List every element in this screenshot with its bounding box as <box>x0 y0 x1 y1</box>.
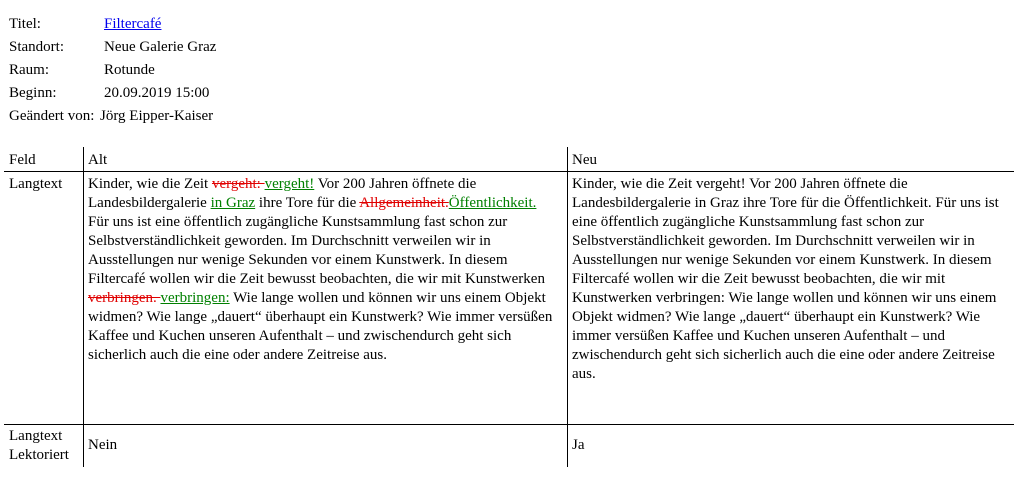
unchanged-text: Vor 200 Jahren öffnete die Landesbildergalerie <box>88 176 477 211</box>
field-line-1: Langtext <box>9 428 63 444</box>
alt-lektoriert-value: Nein <box>88 437 118 453</box>
geaendert-label: Geändert von: <box>9 108 95 124</box>
unchanged-text: Wie lange wollen und können wir uns einem Objekt widmen? Wie lange „dauert“ überhaupt ein Kunstwerk? Wie immer versüßen Kaffee und Kuchen unseren Aufenthalt – und zwischendurch geht sich sicherlich auch die eine oder andere Zeitreise aus. <box>88 290 553 363</box>
meta-row-beginn <box>9 82 509 105</box>
deleted-text: Allgemeinheit. <box>359 195 449 211</box>
inserted-text: verbringen: <box>160 290 230 306</box>
header-row-divider <box>4 171 1014 172</box>
column-divider-alt-neu <box>567 147 568 467</box>
header-alt: Alt <box>88 152 108 168</box>
unchanged-text: ihre Tore für die <box>255 195 360 211</box>
meta-row-titel <box>9 13 509 36</box>
meta-row-geaendert <box>9 105 509 128</box>
raum-label: Raum: <box>9 62 49 78</box>
unchanged-text: Für uns ist eine öffentlich zugängliche Kunstsammlung fast schon zur Selbstverständlichkeit geworden. Im Durchschnitt verweilen wir in Ausstellungen nur wenige Sekunden vor einem Kunstwerk. In diesem Filtercafé wollen wir die Zeit bewusst beobachten, die wir mit Kunstwerken <box>88 214 545 287</box>
standort-value: Neue Galerie Graz <box>104 39 217 55</box>
deleted-text: verbringen. <box>88 290 161 306</box>
change-meta <box>9 13 509 128</box>
titel-link[interactable]: Filtercafé <box>104 16 162 32</box>
header-neu: Neu <box>572 152 597 168</box>
geaendert-value: Jörg Eipper-Kaiser <box>100 108 214 124</box>
neu-lektoriert-value: Ja <box>572 437 585 453</box>
field-line-2: Lektoriert <box>9 447 69 463</box>
field-langtext-lektoriert <box>9 427 69 465</box>
meta-row-raum <box>9 59 509 82</box>
beginn-value: 20.09.2019 15:00 <box>104 85 210 101</box>
beginn-label: Beginn: <box>9 85 57 101</box>
neu-langtext: Kinder, wie die Zeit vergeht! Vor 200 Jahren öffnete die Landesbildergalerie in Graz ihre Tore für die Öffentlichkeit. Für uns ist eine öffentlich zugängliche Kunstsammlung fast schon zur Selbstverständlichkeit geworden. Im Durchschnitt verweilen wir in Ausstellungen nur wenige Sekunden vor einem Kunstwerk. In diesem Filtercafé wollen wir die Zeit bewusst beobachten, die wir mit Kunstwerken verbringen: Wie lange wollen und können wir uns einem Objekt widmen? Wie lange „dauert“ überhaupt ein Kunstwerk? Wie immer versüßen Kaffee und Kuchen unseren Aufenthalt – und zwischendurch geht sich sicherlich auch die eine oder andere Zeitreise aus. <box>572 176 999 382</box>
inserted-text: vergeht! <box>264 176 315 192</box>
titel-label: Titel: <box>9 16 41 32</box>
field-langtext: Langtext <box>9 176 63 192</box>
standort-label: Standort: <box>9 39 64 55</box>
row-divider <box>4 424 1014 425</box>
header-feld: Feld <box>9 152 36 168</box>
unchanged-text: Kinder, wie die Zeit <box>88 176 212 192</box>
deleted-text: vergeht: <box>211 176 265 192</box>
column-divider-feld-alt <box>83 147 84 467</box>
meta-row-standort <box>9 36 509 59</box>
inserted-text: Öffentlichkeit. <box>448 195 537 211</box>
inserted-text: in Graz <box>210 195 256 211</box>
alt-langtext-diff <box>88 175 558 365</box>
raum-value: Rotunde <box>104 62 155 78</box>
